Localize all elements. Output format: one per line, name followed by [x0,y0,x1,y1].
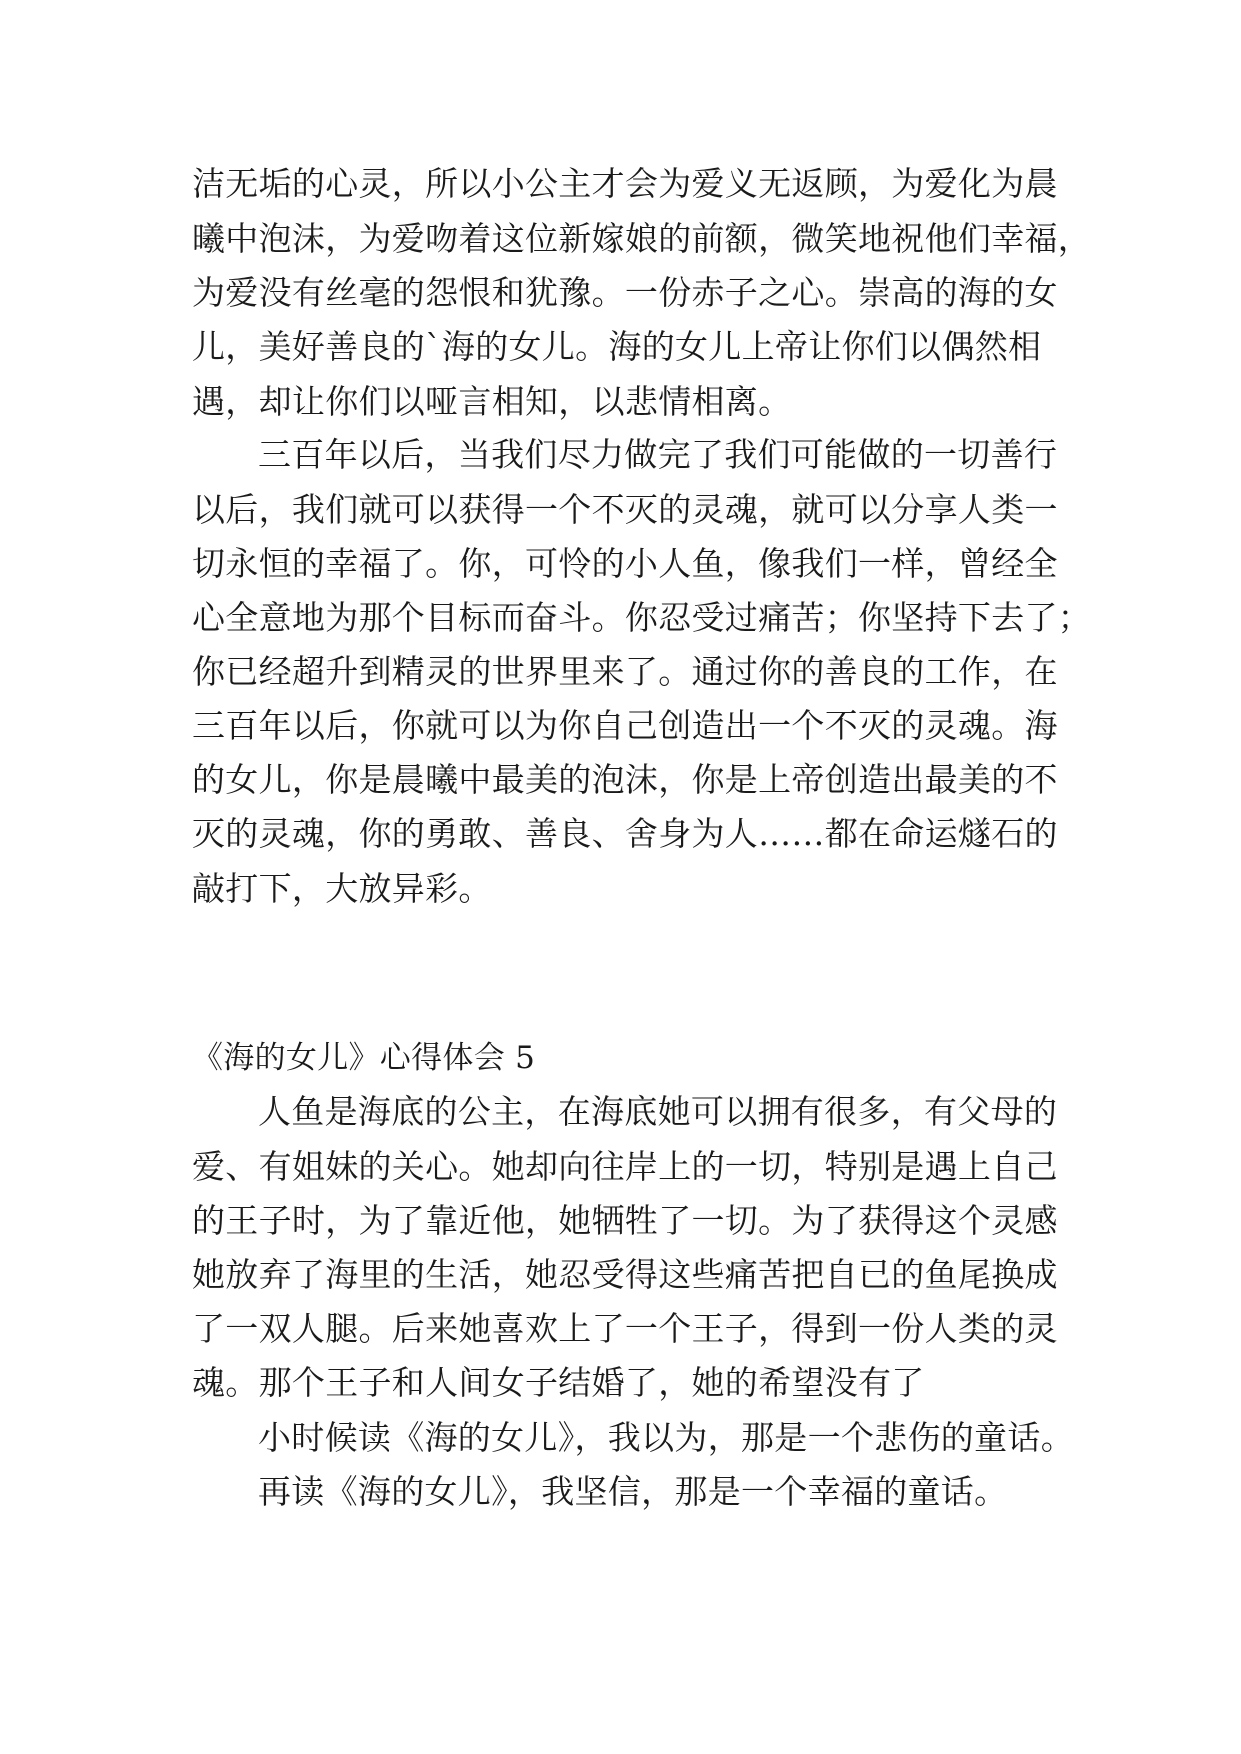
text-line: 魂。那个王子和人间女子结婚了，她的希望没有了 [192,1363,925,1402]
text-line: 的女儿，你是晨曦中最美的泡沫，你是上帝创造出最美的不 [192,760,1058,799]
text-line: 你已经超升到精灵的世界里来了。通过你的善良的工作，在 [192,652,1058,691]
text-line: 灭的灵魂，你的勇敢、善良、舍身为人……都在命运燧石的 [192,814,1058,853]
text-line: 为爱没有丝毫的怨恨和犹豫。一份赤子之心。崇高的海的女 [192,273,1058,312]
text-line: 人鱼是海底的公主，在海底她可以拥有很多，有父母的 [258,1092,1058,1131]
paragraph-4: 小时候读《海的女儿》，我以为，那是一个悲伤的童话。 [258,1418,1074,1457]
text-line: 切永恒的幸福了。你，可怜的小人鱼，像我们一样，曾经全 [192,544,1058,583]
section-title: 《海的女儿》心得体会 5 [192,1040,536,1076]
text-line: 爱、有姐妹的关心。她却向往岸上的一切，特别是遇上自己 [192,1147,1058,1186]
text-line: 儿，美好善良的`海的女儿。海的女儿上帝让你们以偶然相 [192,327,1042,366]
text-line: 心全意地为那个目标而奋斗。你忍受过痛苦；你坚持下去了； [192,598,1092,637]
text-line: 曦中泡沫，为爱吻着这位新嫁娘的前额，微笑地祝他们幸福， [192,219,1092,258]
text-line: 以后，我们就可以获得一个不灭的灵魂，就可以分享人类一 [192,490,1058,529]
paragraph-5: 再读《海的女儿》，我坚信，那是一个幸福的童话。 [258,1472,1008,1511]
text-line: 洁无垢的心灵，所以小公主才会为爱义无返顾，为爱化为晨 [192,164,1058,203]
text-line: 了一双人腿。后来她喜欢上了一个王子，得到一份人类的灵 [192,1309,1058,1348]
text-line: 三百年以后，你就可以为你自己创造出一个不灭的灵魂。海 [192,706,1058,745]
text-line: 的王子时，为了靠近他，她牺牲了一切。为了获得这个灵感 [192,1201,1058,1240]
text-line: 她放弃了海里的生活，她忍受得这些痛苦把自已的鱼尾换成 [192,1255,1058,1294]
text-line: 遇，却让你们以哑言相知，以悲情相离。 [192,382,792,421]
text-line: 敲打下，大放异彩。 [192,869,492,908]
text-line: 三百年以后，当我们尽力做完了我们可能做的一切善行 [258,435,1058,474]
